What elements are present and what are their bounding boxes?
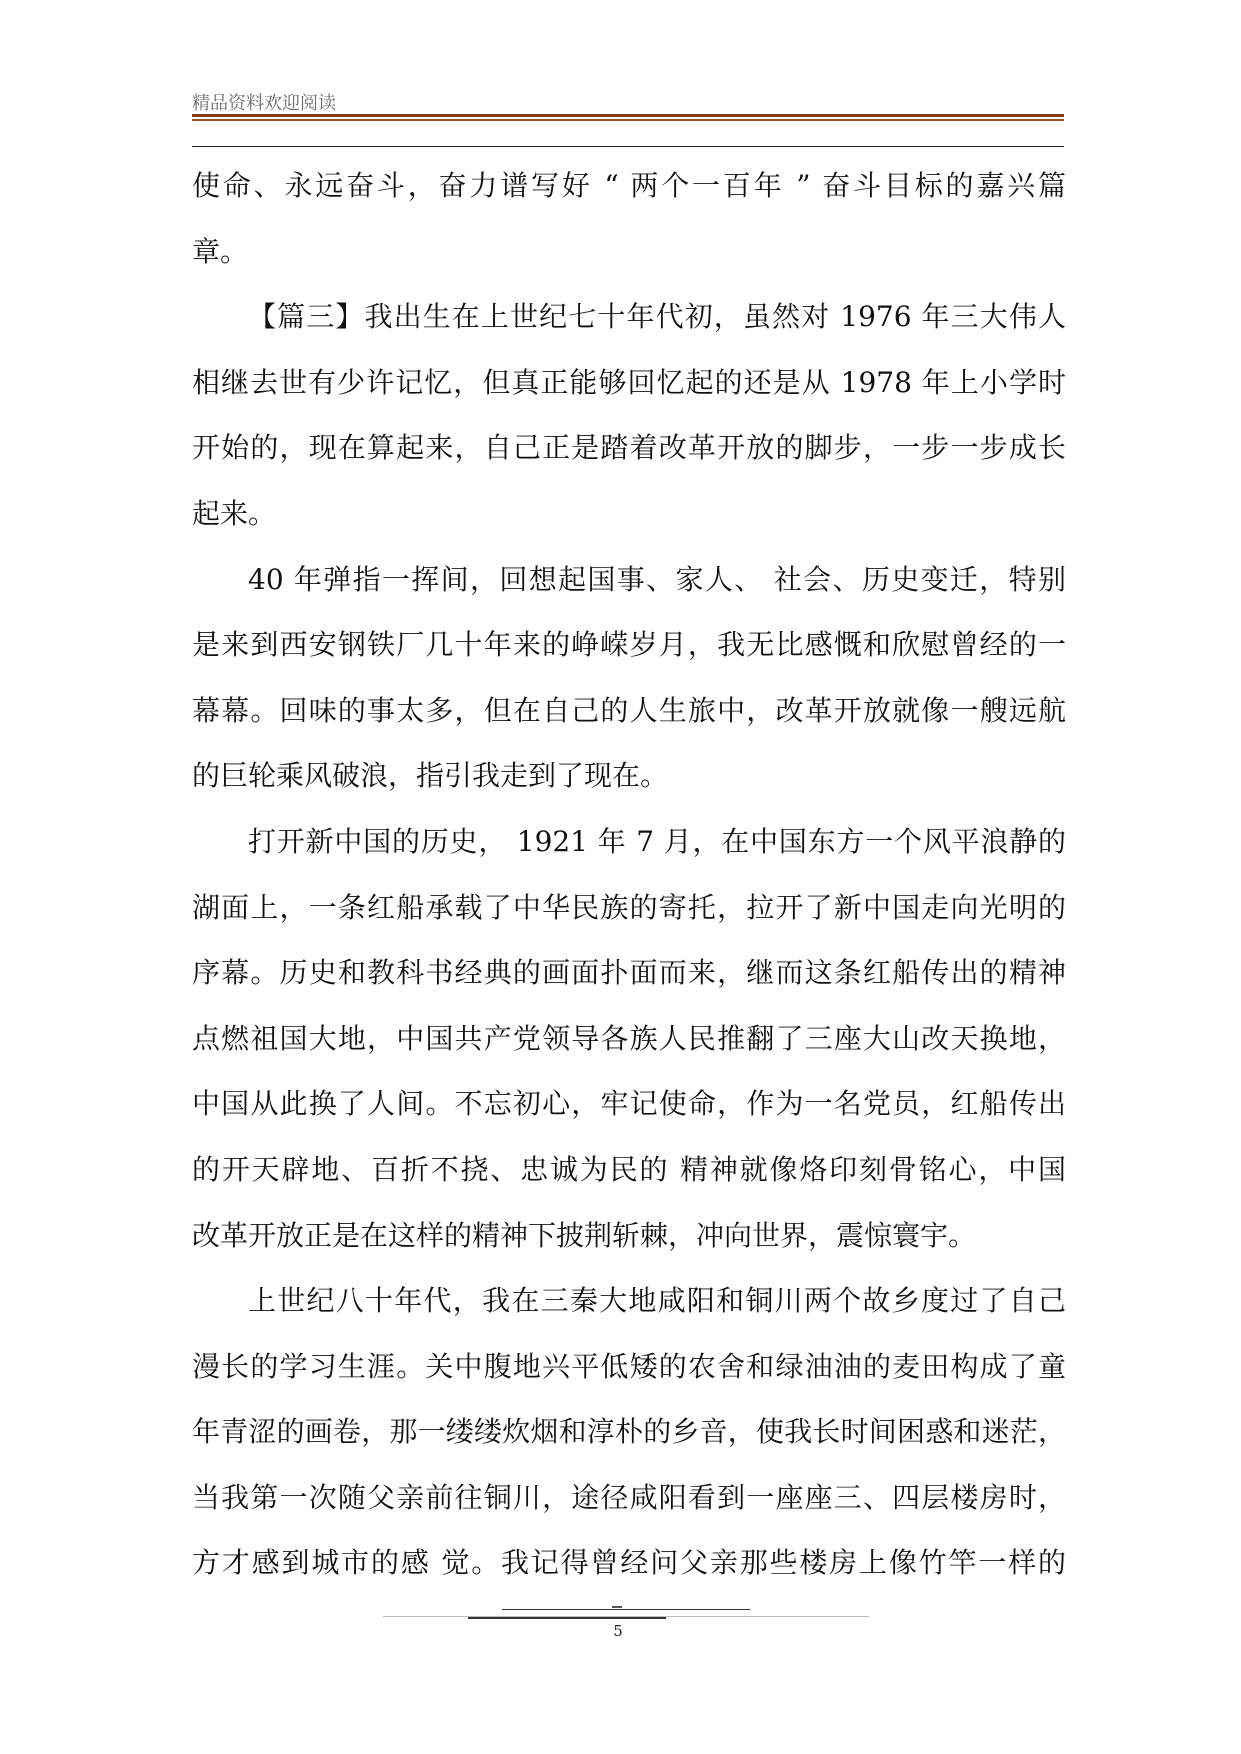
text-line: 点燃祖国大地，中国共产党领导各族人民推翻了三座大山改天换地， [192,1021,1066,1055]
footer-rule [502,1609,750,1610]
header-rule [192,119,1064,121]
header-divider [192,146,1064,147]
text-line: 上世纪八十年代，我在三秦大地咸阳和铜川两个故乡度过了自己 [248,1284,1066,1318]
text-line: 漫长的学习生涯。关中腹地兴平低矮的农舍和绿油油的麦田构成了童 [192,1349,1066,1383]
text-line: 湖面上，一条红船承载了中华民族的寄托，拉开了新中国走向光明的 [192,890,1066,924]
paragraph [192,1268,1066,1596]
paragraph [192,809,1066,1268]
text-line: 相继去世有少许记忆，但真正能够回忆起的还是从 1978 年上小学时 [192,365,1066,399]
text-line: 中国从此换了人间。不忘初心，牢记使命，作为一名党员，红船传出 [192,1087,1066,1121]
body-text [192,153,1066,1596]
text-line: 使命、永远奋斗，奋力谱写好 “ 两个一百年 ” 奋斗目标的嘉兴篇 [192,169,1066,202]
text-line: 方才感到城市的感 觉。我记得曾经问父亲那些楼房上像竹竿一样的 [192,1546,1066,1580]
text-line: 40 年弹指一挥间，回想起国事、家人、 社会、历史变迁，特别 [248,562,1066,596]
text-line: 是来到西安钢铁厂几十年来的峥嵘岁月，我无比感慨和欣慰曾经的一 [192,628,1066,662]
footer-rule [468,1617,666,1619]
text-line: 章。 [192,234,249,268]
paragraph [192,153,1066,284]
text-line: 改革开放正是在这样的精神下披荆斩棘，冲向世界，震惊寰宇。 [192,1218,977,1252]
text-line: 序幕。历史和教科书经典的画面扑面而来，继而这条红船传出的精神 [192,956,1066,990]
paragraph [192,284,1066,546]
text-line: 的巨轮乘风破浪，指引我走到了现在。 [192,759,669,793]
text-line: 打开新中国的历史， 1921 年 7 月，在中国东方一个风平浪静的 [248,824,1066,858]
text-line: 【篇三】我出生在上世纪七十年代初，虽然对 1976 年三大伟人 [248,300,1066,334]
paragraph [192,547,1066,809]
page-number: 5 [613,1622,623,1640]
text-line: 开始的，现在算起来，自己正是踏着改革开放的脚步，一步一步成长 [192,431,1066,465]
footer-rule [612,1606,622,1608]
text-line: 的开天辟地、百折不挠、忠诚为民的 精神就像烙印刻骨铭心，中国 [192,1152,1066,1186]
text-line: 起来。 [192,496,277,530]
text-line: 当我第一次随父亲前往铜川，途径咸阳看到一座座三、四层楼房时， [192,1480,1066,1514]
header-rule [192,114,1064,117]
header-title: 精品资料欢迎阅读 [192,93,336,114]
text-line: 幕幕。回味的事太多，但在自己的人生旅中，改革开放就像一艘远航 [192,693,1066,727]
text-line: 年青涩的画卷，那一缕缕炊烟和淳朴的乡音，使我长时间困惑和迷茫， [192,1415,1066,1449]
